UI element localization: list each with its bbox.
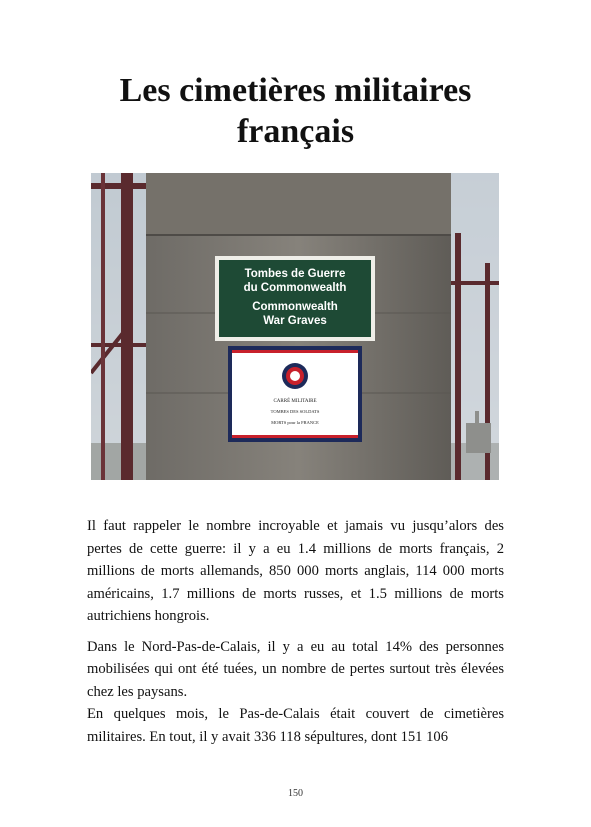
- paragraph-cemeteries: En quelques mois, le Pas-de-Calais était couvert de cimetières militaires. En tout, il y avait 336 118 sépultures, dont 151 106: [87, 706, 504, 745]
- plaque-line-1: CARRÉ MILITAIRE: [273, 399, 317, 404]
- body-text: [87, 515, 504, 748]
- page-number: 150: [288, 788, 303, 799]
- cemetery-gate-photo: [91, 173, 499, 480]
- sign-green-line-3: Commonwealth: [252, 301, 338, 313]
- page-title: [40, 70, 551, 152]
- title-line-2: français: [236, 113, 355, 150]
- sign-green-line-2: du Commonwealth: [243, 282, 347, 294]
- paragraph-losses: Il faut rappeler le nombre incroyable et jamais vu jusqu’alors des pertes de cette guerre: il y a eu 1.4 millions de morts français, 2 millions de morts allemands, 850 000 morts anglais, 114 000 morts américains, 1.7 millions de morts russes, et 1.5 millions de morts autrichiens hongrois.: [87, 518, 504, 624]
- sign-green-line-1: Tombes de Guerre: [244, 268, 346, 280]
- title-line-1: Les cimetières militaires: [119, 72, 472, 109]
- paragraph-nord-pas-de-calais: Dans le Nord-Pas-de-Calais, il y a eu au total 14% des personnes mobilisées qui ont été tuées, un nombre de pertes surtout très élevées chez les paysans.: [87, 638, 504, 700]
- sign-green-line-4: War Graves: [263, 315, 327, 327]
- plaque-line-2: TOMBES DES SOLDATS: [270, 409, 320, 414]
- plaque-line-3: MORTS pour la FRANCE: [271, 420, 319, 425]
